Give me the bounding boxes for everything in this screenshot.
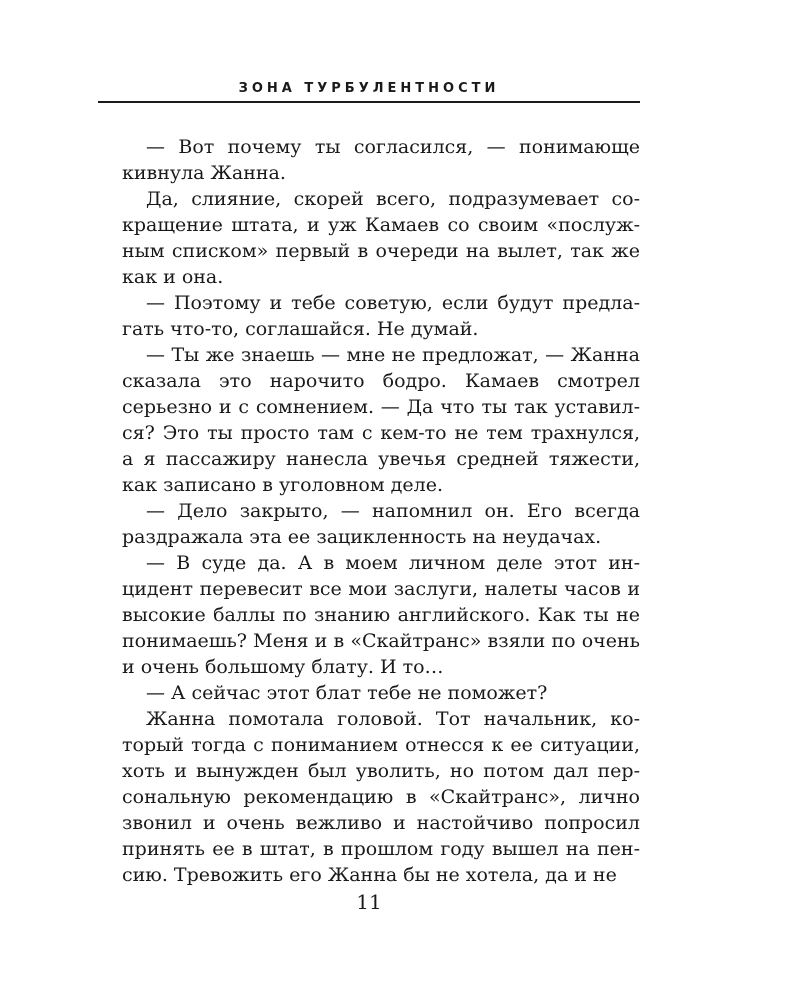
paragraph: — Поэтому и тебе советую, если будут предлагать что-то, соглашайся. Не думай. bbox=[122, 292, 640, 340]
paragraph: — В суде да. А в моем личном деле этот инцидент перевесит все мои заслуги, налеты часов и высокие баллы по знанию английского. Как ты не понимаешь? Меня и в «Скайтранс» взяли по очень и очень большому блату. И то… bbox=[122, 552, 640, 678]
paragraph: — А сейчас этот блат тебе не поможет? bbox=[146, 682, 548, 704]
page-number: 11 bbox=[356, 890, 382, 914]
running-title: ЗОНА ТУРБУЛЕНТНОСТИ bbox=[238, 81, 500, 96]
paragraph: — Ты же знаешь — мне не предложат, — Жанна сказала это нарочито бодро. Камаев смотрел серьезно и с сомнением. — Да что ты так уставился? Это ты просто там с кем-то не тем трахнулся, а я пассажиру нанесла увечья средней тяжести, как записано в уголовном деле. bbox=[122, 344, 640, 496]
paragraph: Да, слияние, скорей всего, подразумевает сокращение штата, и уж Камаев со своим «послужным списком» первый в очереди на вылет, так же как и она. bbox=[122, 188, 640, 288]
header-rule bbox=[98, 101, 640, 103]
paragraph: — Вот почему ты согласился, — понимающе кивнула Жанна. bbox=[122, 136, 640, 184]
paragraph: Жанна помотала головой. Тот начальник, который тогда с пониманием отнесся к ее ситуации, хоть и вынужден был уволить, но потом дал персональную рекомендацию в «Скайтранс», лично звонил и очень вежливо и настойчиво попросил принять ее в штат, в прошлом году вышел на пенсию. Тревожить его Жанна бы не хотела, да и не bbox=[122, 708, 640, 886]
paragraph: — Дело закрыто, — напомнил он. Его всегда раздражала эта ее зацикленность на неудачах. bbox=[122, 500, 640, 548]
page-body bbox=[122, 134, 640, 888]
